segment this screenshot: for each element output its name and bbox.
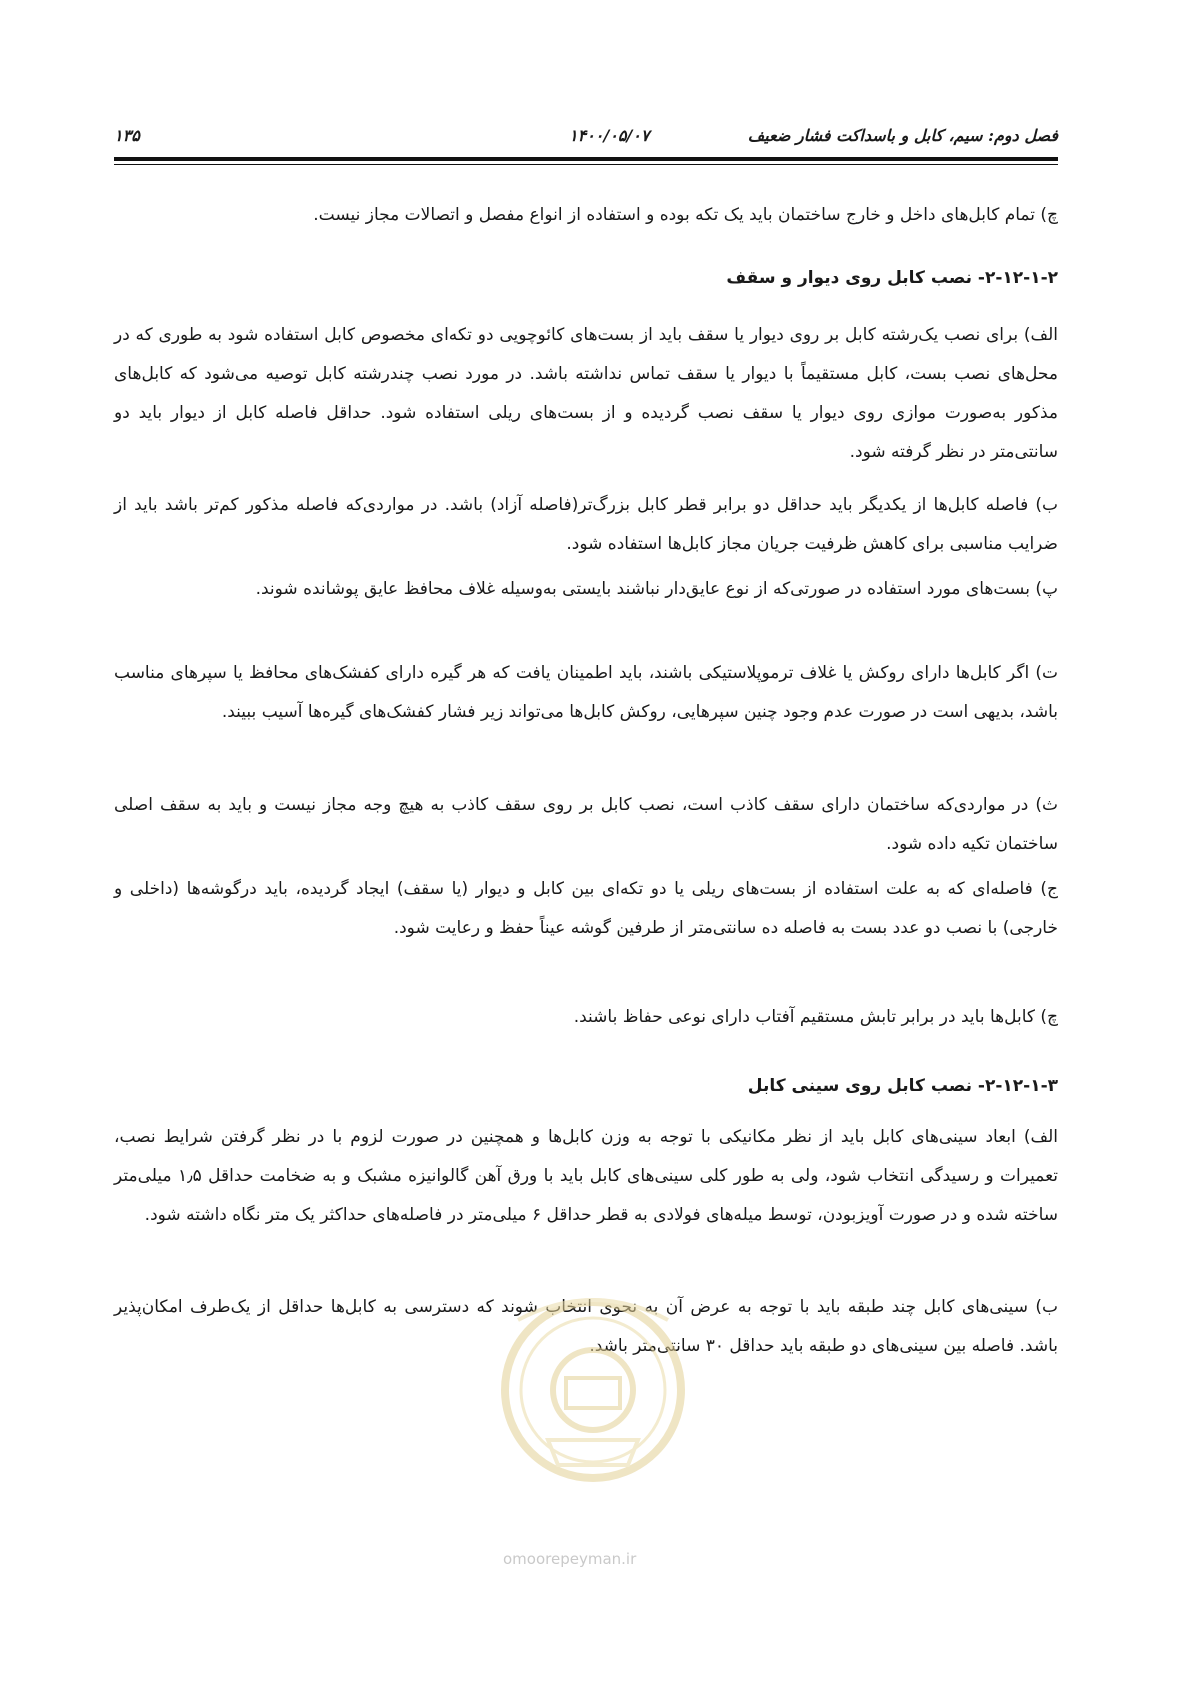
watermark-site-text: omoorepeyman.ir bbox=[503, 1550, 637, 1568]
chapter-title: فصل دوم: سیم، کابل و باسداکت فشار ضعیف bbox=[747, 126, 1058, 145]
paragraph-te: ت) اگر کابل‌ها دارای روکش یا غلاف ترموپلاستیکی باشند، باید اطمینان یافت که هر گیره دارای کفشک‌های محافظ یا سپرهای مناسب باشد، بدیهی است در صورت عدم وجود چنین سپرهایی، روکش کابل‌ها می‌تواند زیر فشار کفشک‌های گیره‌ها آسیب ببیند. bbox=[114, 663, 1058, 722]
header-rule-thick bbox=[114, 157, 1058, 161]
page-header bbox=[114, 126, 1058, 152]
paragraph-alef: الف) برای نصب یک‌رشته کابل بر روی دیوار یا سقف باید از بست‌های کائوچویی دو تکه‌ای مخصوص کابل استفاده شود به طوری که در محل‌های نصب بست، کابل مستقیماً با دیوار یا سقف تماس نداشته باشد. در مورد نصب چندرشته کابل توصیه می‌شود که کابل‌های مذکور به‌صورت موازی روی دیوار یا سقف نصب گردیده و از بست‌های ریلی استفاده شود. حداقل فاصله کابل از دیوار باید دو سانتی‌متر در نظر گرفته شود. bbox=[114, 325, 1058, 462]
paragraph-se: ث) در مواردی‌که ساختمان دارای سقف کاذب است، نصب کابل بر روی سقف کاذب به هیچ وجه مجاز نیست و باید به سقف اصلی ساختمان تکیه داده شود. bbox=[114, 795, 1058, 854]
page-number: ۱۳۵ bbox=[114, 126, 140, 145]
intro-paragraph: چ) تمام کابل‌های داخل و خارج ساختمان باید یک تکه بوده و استفاده از انواع مفصل و اتصالات مجاز نیست. bbox=[313, 205, 1058, 225]
section-heading-wall-ceiling: ۲-۱۲-۱-۲- نصب کابل روی دیوار و سقف bbox=[726, 268, 1058, 288]
section-heading-cable-tray: ۲-۱۲-۱-۳- نصب کابل روی سینی کابل bbox=[747, 1076, 1058, 1096]
paragraph-jim: ج) فاصله‌ای که به علت استفاده از بست‌های ریلی یا دو تکه‌ای بین کابل و دیوار (یا سقف) ایجاد گردیده، باید درگوشه‌ها (داخلی و خارجی) با نصب دو عدد بست به فاصله ده سانتی‌متر از طرفین گوشه عیناً حفظ و رعایت شود. bbox=[114, 879, 1058, 938]
paragraph-tray-alef: الف) ابعاد سینی‌های کابل باید از نظر مکانیکی با توجه به وزن کابل‌ها و همچنین در صورت لزوم با در نظر گرفتن شرایط نصب، تعمیرات و رسیدگی انتخاب شود، ولی به طور کلی سینی‌های کابل باید با ورق آهن گالوانیزه مشبک و به ضخامت حداقل ۱٫۵ میلی‌متر ساخته شده و در صورت آویزبودن، توسط میله‌های فولادی به قطر حداقل ۶ میلی‌متر در فاصله‌های حداکثر یک متر نگاه داشته شود. bbox=[114, 1127, 1058, 1225]
paragraph-be: ب) فاصله کابل‌ها از یکدیگر باید حداقل دو برابر قطر کابل بزرگ‌تر(فاصله آزاد) باشد. در مواردی‌که فاصله مذکور کم‌تر باشد باید از ضرایب مناسبی برای کاهش ظرفیت جریان مجاز کابل‌ها استفاده شود. bbox=[114, 495, 1058, 554]
header-rule-thin bbox=[114, 164, 1058, 165]
watermark-seal-icon bbox=[488, 1290, 698, 1550]
paragraph-pe: پ) بست‌های مورد استفاده در صورتی‌که از نوع عایق‌دار نباشند بایستی به‌وسیله غلاف محافظ عایق پوشانده شوند. bbox=[255, 579, 1058, 599]
header-date: ۱۴۰۰/۰۵/۰۷ bbox=[569, 126, 650, 145]
paragraph-che: چ) کابل‌ها باید در برابر تابش مستقیم آفتاب دارای نوعی حفاظ باشند. bbox=[573, 1007, 1058, 1027]
paragraph-tray-be: ب) سینی‌های کابل چند طبقه باید با توجه به عرض آن به نحوی انتخاب شوند که دسترسی به کابل‌ها حداقل از یک‌طرف امکان‌پذیر باشد. فاصله بین سینی‌های دو طبقه باید حداقل ۳۰ سانتی‌متر باشد. bbox=[114, 1297, 1058, 1356]
